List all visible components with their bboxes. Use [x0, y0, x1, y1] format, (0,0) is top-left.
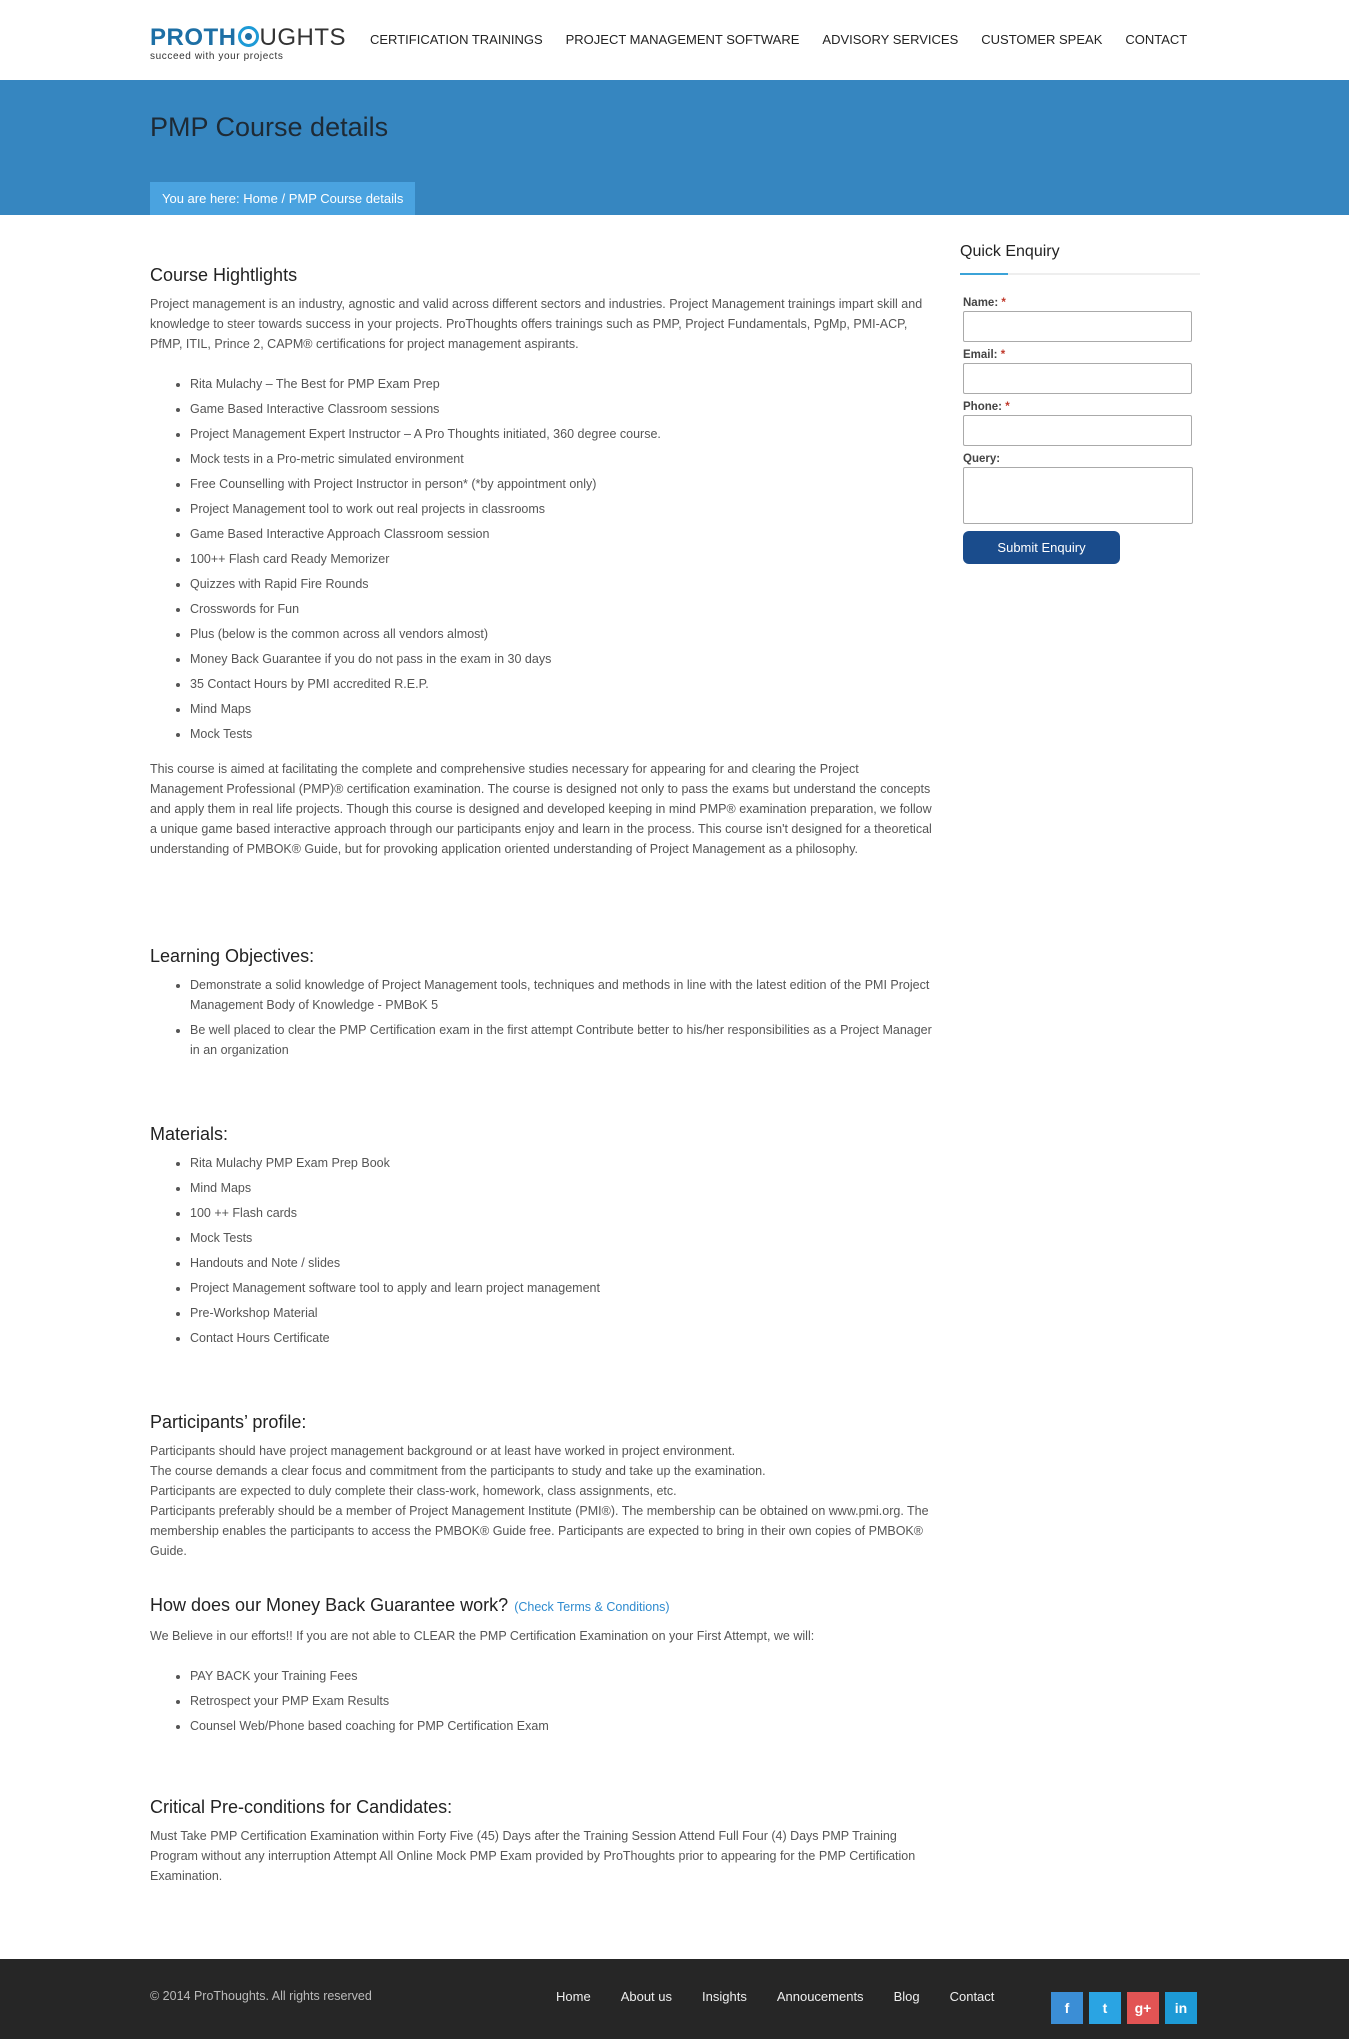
preconditions-section [150, 1797, 932, 1886]
footer-link-insights[interactable]: Insights [702, 1989, 747, 2004]
list-item: • Pre-Workshop Material [190, 1303, 932, 1323]
guarantee-intro: We Believe in our efforts!! If you are not able to CLEAR the PMP Certification Examination on your First Attempt, we will: [150, 1629, 815, 1643]
name-label: Name: * [963, 297, 1006, 309]
quick-enquiry-form [960, 243, 1200, 564]
list-item: • Quizzes with Rapid Fire Rounds [190, 574, 932, 594]
section-heading: How does our Money Back Guarantee work? (Check Terms & Conditions) [150, 1595, 670, 1615]
site-footer [0, 1959, 1349, 2039]
social-links [1051, 1992, 1197, 2024]
list-item: • PAY BACK your Training Fees [190, 1666, 932, 1686]
list-item: • 35 Contact Hours by PMI accredited R.E.P. [190, 674, 932, 694]
submit-enquiry-button[interactable]: Submit Enquiry [963, 531, 1120, 564]
footer-link-contact[interactable]: Contact [949, 1989, 995, 2004]
list-item: • Money Back Guarantee if you do not pass in the exam in 30 days [190, 649, 932, 669]
list-item: • Contact Hours Certificate [190, 1328, 932, 1348]
phone-input[interactable] [963, 415, 1192, 446]
prothoughts-logo[interactable] [150, 24, 346, 66]
section-heading: Learning Objectives: [150, 946, 315, 966]
main-content [150, 215, 1200, 1959]
list-item: • 100++ Flash card Ready Memorizer [190, 549, 932, 569]
section-heading: Critical Pre-conditions for Candidates: [150, 1797, 453, 1817]
enquiry-divider [960, 273, 1200, 275]
guarantee-list [190, 1666, 932, 1736]
guarantee-section [150, 1595, 932, 1741]
objectives-section [150, 946, 932, 1065]
page-title: PMP Course details [150, 112, 389, 142]
list-item: • Mock tests in a Pro-metric simulated environment [190, 449, 932, 469]
list-item: • Game Based Interactive Classroom sessions [190, 399, 932, 419]
list-item: • Mock Tests [190, 724, 932, 744]
participants-line: Participants preferably should be a member of Project Management Institute (PMI®). The membership can be obtained on www.pmi.org. The membership enables the participants to access the PMBOK® Guide free. Participants are expected to bring in their own copies of PMBOK® Guide. [150, 1504, 929, 1558]
main-nav [370, 32, 1187, 47]
logo-ring-icon [238, 26, 259, 47]
email-field-group [963, 349, 1200, 394]
list-item: • Rita Mulachy – The Best for PMP Exam Prep [190, 374, 932, 394]
list-item: • Counsel Web/Phone based coaching for PMP Certification Exam [190, 1716, 932, 1736]
phone-field-group [963, 401, 1200, 446]
participants-section [150, 1412, 932, 1561]
list-item: • Free Counselling with Project Instructor in person* (*by appointment only) [190, 474, 932, 494]
footer-link-home[interactable]: Home [556, 1989, 591, 2004]
highlights-intro: Project management is an industry, agnostic and valid across different sectors and industries. Project Management trainings impart skill and knowledge to steer towards success in your projects. ProThoughts offers trainings such as PMP, Project Fundamentals, PgMp, PMI-ACP, PfMP, ITIL, Prince 2, CAPM® certifications for project management aspirants. [150, 297, 923, 351]
section-heading: Materials: [150, 1124, 229, 1144]
nav-advisory-services[interactable]: ADVISORY SERVICES [822, 32, 959, 47]
list-item: • Game Based Interactive Approach Classroom session [190, 524, 932, 544]
list-item: • Crosswords for Fun [190, 599, 932, 619]
terms-link[interactable]: (Check Terms & Conditions) [514, 1600, 670, 1614]
copyright: © 2014 ProThoughts. All rights reserved [150, 1989, 372, 2003]
list-item: • Rita Mulachy PMP Exam Prep Book [190, 1153, 932, 1173]
footer-nav [556, 1989, 994, 2004]
phone-label: Phone: * [963, 401, 1010, 413]
twitter-icon[interactable]: t [1089, 1992, 1121, 2024]
nav-project-management-software[interactable]: PROJECT MANAGEMENT SOFTWARE [565, 32, 800, 47]
query-field-group [963, 453, 1200, 524]
section-heading: Participants’ profile: [150, 1412, 307, 1432]
query-textarea[interactable] [963, 467, 1193, 524]
facebook-icon[interactable]: f [1051, 1992, 1083, 2024]
preconditions-text: Must Take PMP Certification Examination within Forty Five (45) Days after the Training Session Attend Full Four (4) Days PMP Training Program without any interruption Attempt All Online Mock PMP Exam provided by ProThoughts prior to appearing for the PMP Certification Examination. [150, 1829, 916, 1883]
list-item: • Handouts and Note / slides [190, 1253, 932, 1273]
logo-tagline: succeed with your projects [150, 51, 284, 62]
list-item: • Project Management software tool to apply and learn project management [190, 1278, 932, 1298]
highlights-list [190, 374, 932, 744]
site-header [0, 0, 1349, 80]
list-item: • Mind Maps [190, 699, 932, 719]
list-item: • Project Management tool to work out real projects in classrooms [190, 499, 932, 519]
participants-line: The course demands a clear focus and commitment from the participants to study and take up the examination. [150, 1464, 766, 1478]
name-field-group [963, 297, 1200, 342]
materials-section [150, 1124, 932, 1353]
list-item: • 100 ++ Flash cards [190, 1203, 932, 1223]
breadcrumb[interactable]: You are here: Home / PMP Course details [150, 182, 415, 215]
list-item: • Mock Tests [190, 1228, 932, 1248]
highlights-outro: This course is aimed at facilitating the complete and comprehensive studies necessary for appearing for and clearing the Project Management Professional (PMP)® certification examination. The course is designed not only to pass the exams but understand the concepts and apply them in real life projects. Though this course is designed and developed keeping in mind PMP® examination preparation, we follow a unique game based interactive approach through our participants enjoy and learn in the process. This course isn't designed for a theoretical understanding of PMBOK® Guide, but for provoking application oriented understanding of Project Management as a philosophy. [150, 762, 932, 856]
list-item: • Demonstrate a solid knowledge of Project Management tools, techniques and methods in line with the latest edition of the PMI Project Management Body of Knowledge - PMBoK 5 [190, 975, 932, 1015]
list-item: • Retrospect your PMP Exam Results [190, 1691, 932, 1711]
footer-link-announcements[interactable]: Annoucements [776, 1989, 864, 2004]
nav-customer-speak[interactable]: CUSTOMER SPEAK [981, 32, 1103, 47]
query-label: Query: [963, 453, 1001, 465]
footer-link-about[interactable]: About us [620, 1989, 673, 2004]
nav-certification-trainings[interactable]: CERTIFICATION TRAININGS [370, 32, 543, 47]
list-item: • Mind Maps [190, 1178, 932, 1198]
participants-line: Participants are expected to duly complete their class-work, homework, class assignments, etc. [150, 1484, 677, 1498]
google-plus-icon[interactable]: g+ [1127, 1992, 1159, 2024]
nav-contact[interactable]: CONTACT [1125, 32, 1188, 47]
footer-link-blog[interactable]: Blog [893, 1989, 920, 2004]
objectives-list [190, 975, 932, 1060]
logo-wordmark: PROTH UGHTS [150, 24, 346, 51]
name-input[interactable] [963, 311, 1192, 342]
section-heading: Course Hightlights [150, 265, 298, 285]
list-item: • Project Management Expert Instructor – A Pro Thoughts initiated, 360 degree course. [190, 424, 932, 444]
enquiry-title: Quick Enquiry [960, 243, 1060, 260]
email-label: Email: * [963, 349, 1006, 361]
materials-list [190, 1153, 932, 1348]
list-item: • Be well placed to clear the PMP Certification exam in the first attempt Contribute better to his/her responsibilities as a Project Manager in an organization [190, 1020, 932, 1060]
email-input[interactable] [963, 363, 1192, 394]
page-banner [0, 80, 1349, 215]
highlights-section [150, 265, 932, 859]
linkedin-icon[interactable]: in [1165, 1992, 1197, 2024]
participants-line: Participants should have project management background or at least have worked in project environment. [150, 1444, 736, 1458]
list-item: • Plus (below is the common across all vendors almost) [190, 624, 932, 644]
